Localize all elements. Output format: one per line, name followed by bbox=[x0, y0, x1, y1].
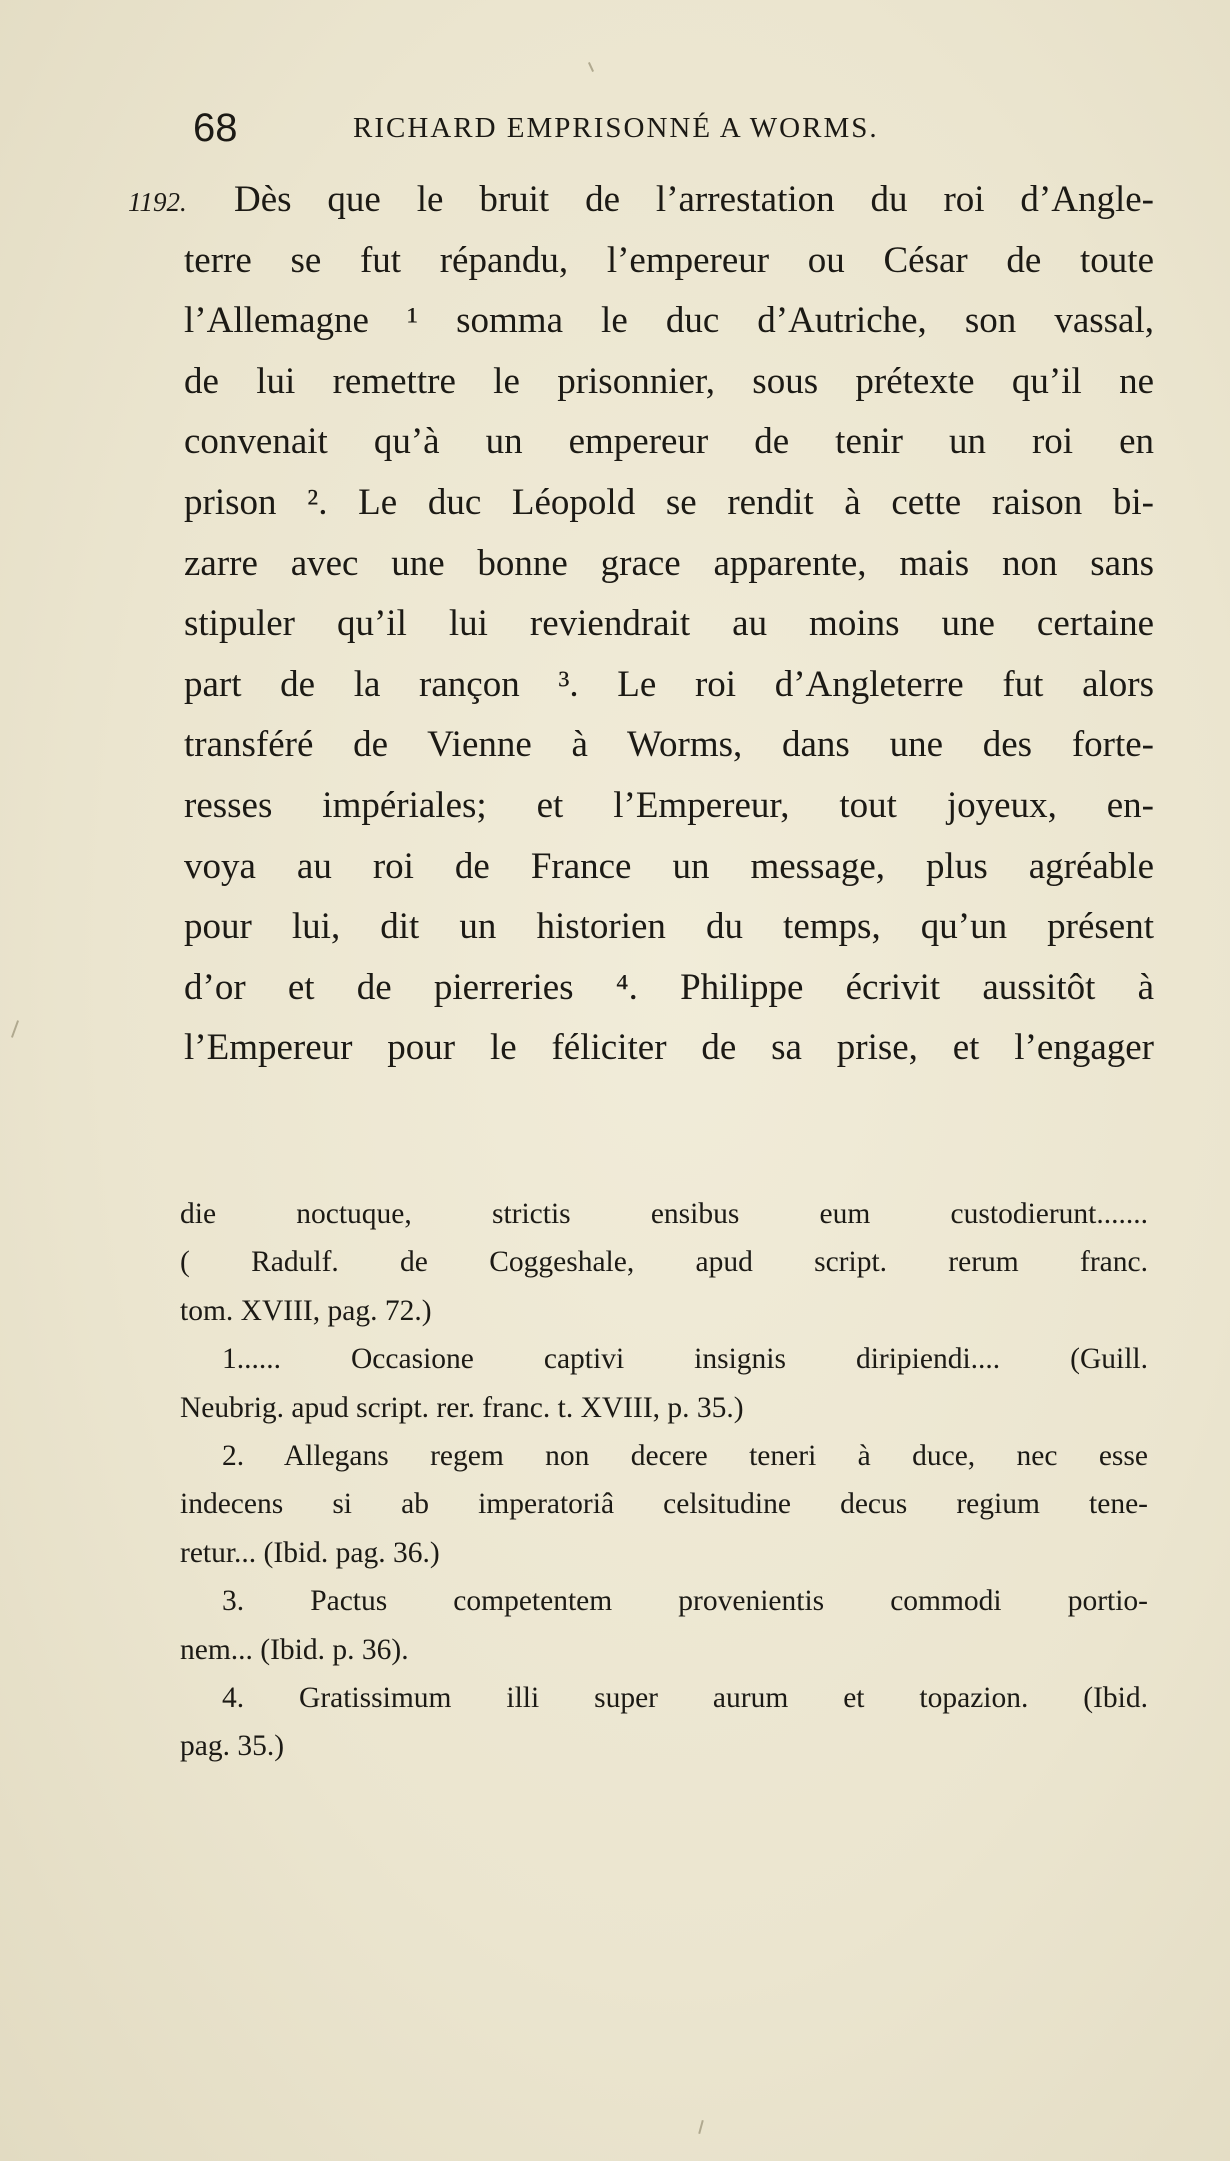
footnote-line: die noctuque, strictis ensibus eum custodierunt....... bbox=[180, 1198, 1148, 1230]
body-line: l’Empereur pour le féliciter de sa prise, et l’engager bbox=[184, 1027, 1154, 1069]
body-text bbox=[184, 170, 1154, 1079]
paper-speck bbox=[698, 2120, 704, 2134]
body-line: voya au roi de France un message, plus agréable bbox=[184, 845, 1154, 887]
body-line: transféré de Vienne à Worms, dans une des forte- bbox=[184, 724, 1154, 766]
paper-speck bbox=[11, 1020, 19, 1038]
footnote-line: 3. Pactus competentem provenientis commodi portio- bbox=[222, 1585, 1148, 1618]
body-line: terre se fut répandu, l’empereur ou César de toute bbox=[184, 239, 1154, 281]
body-line: d’or et de pierreries ⁴. Philippe écrivit aussitôt à bbox=[184, 966, 1154, 1008]
body-line: stipuler qu’il lui reviendrait au moins une certaine bbox=[184, 603, 1154, 645]
footnote-line: nem... (Ibid. p. 36). bbox=[180, 1633, 409, 1666]
footnote-line: 4. Gratissimum illi super aurum et topazion. (Ibid. bbox=[222, 1681, 1148, 1714]
body-line: prison ². Le duc Léopold se rendit à cette raison bi- bbox=[184, 481, 1154, 523]
body-line: part de la rançon ³. Le roi d’Angleterre fut alors bbox=[184, 663, 1154, 705]
body-line: l’Allemagne ¹ somma le duc d’Autriche, son vassal, bbox=[184, 300, 1154, 342]
footnote-line: 1...... Occasione captivi insignis diripiendi.... (Guill. bbox=[222, 1343, 1148, 1376]
footnote-line: pag. 35.) bbox=[180, 1730, 285, 1763]
running-title: RICHARD EMPRISONNÉ A WORMS. bbox=[353, 112, 879, 144]
body-line: pour lui, dit un historien du temps, qu’un présent bbox=[184, 906, 1154, 948]
footnote-line: tom. XVIII, pag. 72.) bbox=[180, 1294, 432, 1327]
page-header bbox=[185, 100, 1015, 156]
body-line: convenait qu’à un empereur de tenir un roi en bbox=[184, 421, 1154, 463]
footnote-line: 2. Allegans regem non decere teneri à duce, nec esse bbox=[222, 1439, 1148, 1472]
paper-speck bbox=[588, 62, 594, 72]
footnotes bbox=[180, 1190, 1148, 1771]
body-line: Dès que le bruit de l’arrestation du roi d’Angle- bbox=[234, 179, 1154, 220]
footnote-line: indecens si ab imperatoriâ celsitudine decus regium tene- bbox=[180, 1488, 1148, 1521]
footnote-line: ( Radulf. de Coggeshale, apud script. rerum franc. bbox=[180, 1246, 1148, 1279]
page-number: 68 bbox=[193, 106, 238, 150]
body-line: de lui remettre le prisonnier, sous prétexte qu’il ne bbox=[184, 360, 1154, 402]
footnote-line: Neubrig. apud script. rer. franc. t. XVIII, p. 35.) bbox=[180, 1391, 744, 1424]
margin-date: 1192. bbox=[128, 187, 187, 217]
body-line: resses impériales; et l’Empereur, tout joyeux, en- bbox=[184, 784, 1154, 826]
footnote-line: retur... (Ibid. pag. 36.) bbox=[180, 1536, 440, 1569]
body-line: zarre avec une bonne grace apparente, mais non sans bbox=[184, 542, 1154, 584]
